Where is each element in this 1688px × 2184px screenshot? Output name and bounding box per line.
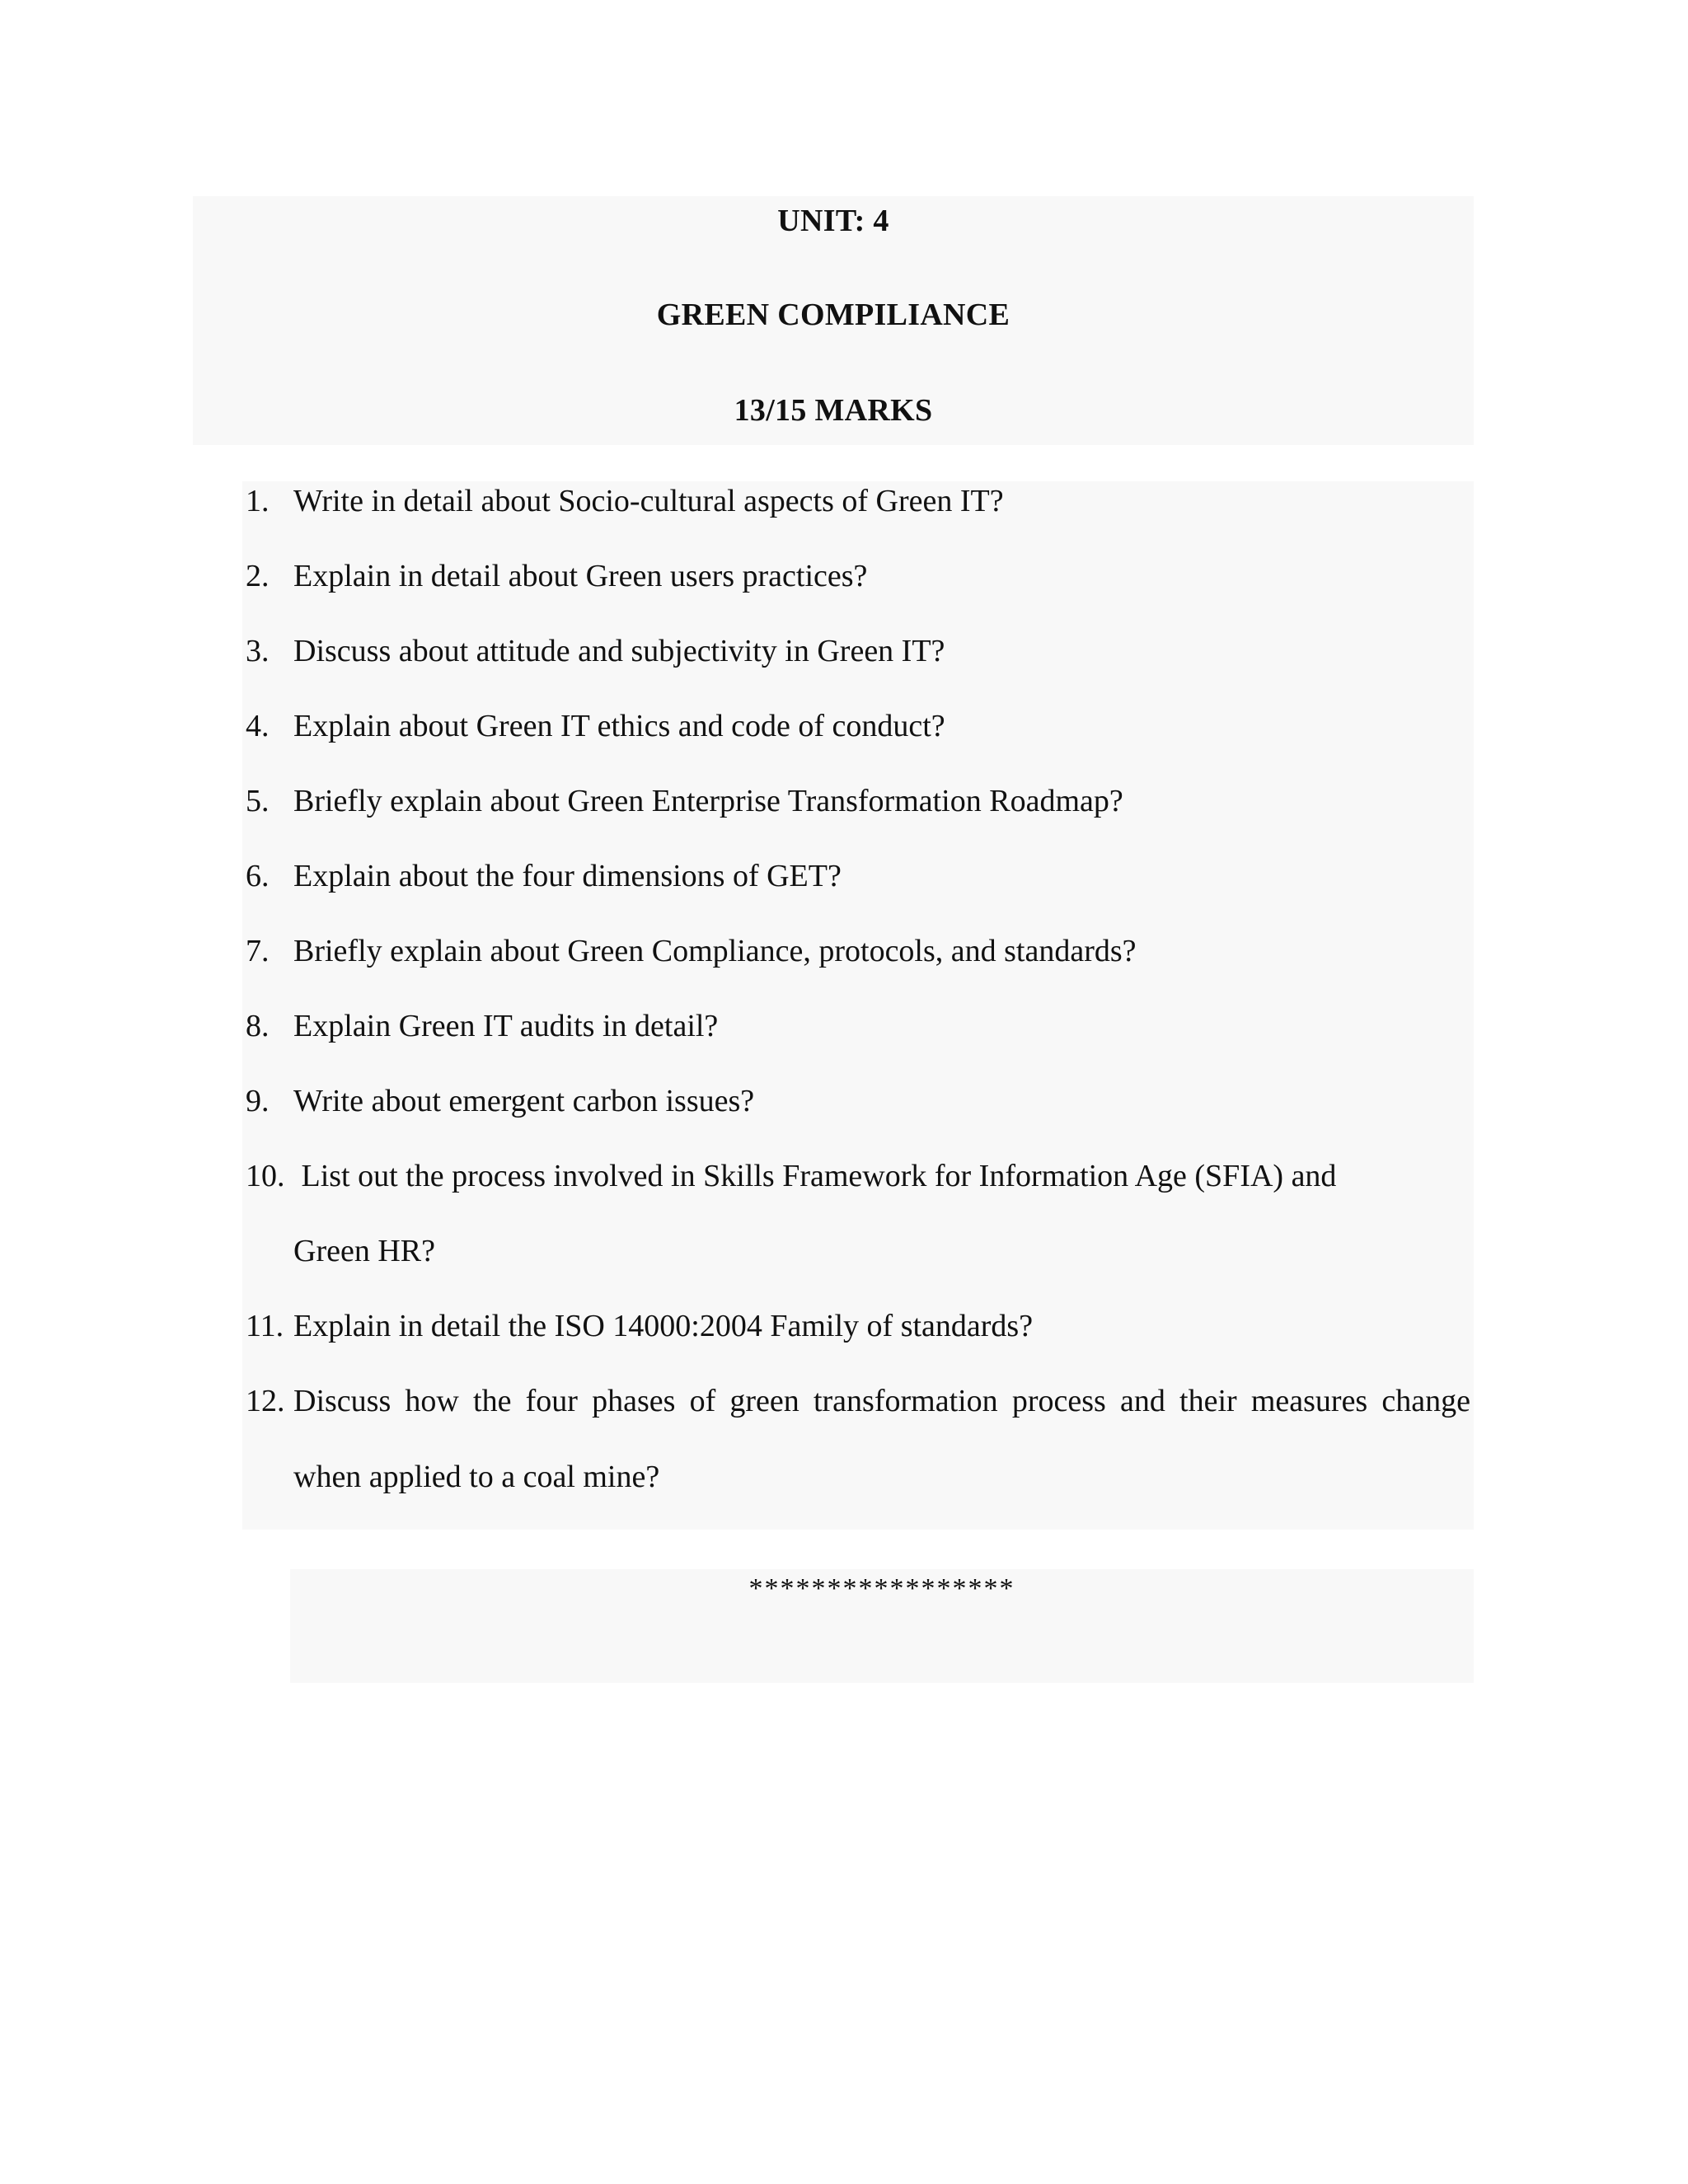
question-number: 12. bbox=[246, 1384, 285, 1418]
question-text: Explain about the four dimensions of GET? bbox=[293, 859, 842, 893]
question-number: 8. bbox=[246, 1009, 270, 1043]
end-separator: ***************** bbox=[748, 1573, 1015, 1604]
marks-heading: 13/15 MARKS bbox=[734, 393, 933, 428]
question-text: Discuss how the four phases of green transformation process and their measures change bbox=[293, 1384, 1470, 1418]
header-block bbox=[193, 196, 1474, 445]
question-text: Write about emergent carbon issues? bbox=[293, 1084, 755, 1118]
question-number: 3. bbox=[246, 634, 270, 668]
question-text-continued: when applied to a coal mine? bbox=[293, 1460, 660, 1494]
questions-list bbox=[242, 481, 1474, 1530]
unit-heading: UNIT: 4 bbox=[777, 204, 889, 238]
question-number: 6. bbox=[246, 859, 270, 893]
question-number: 5. bbox=[246, 784, 270, 818]
question-text: Explain Green IT audits in detail? bbox=[293, 1009, 719, 1043]
question-text: Write in detail about Socio-cultural aspects of Green IT? bbox=[293, 484, 1004, 518]
question-number: 9. bbox=[246, 1084, 270, 1118]
question-text: Discuss about attitude and subjectivity in Green IT? bbox=[293, 634, 945, 668]
question-text: Briefly explain about Green Compliance, protocols, and standards? bbox=[293, 934, 1137, 968]
question-text-continued: Green HR? bbox=[293, 1234, 435, 1268]
question-number: 7. bbox=[246, 934, 270, 968]
question-number: 2. bbox=[246, 559, 270, 593]
document-title: GREEN COMPILIANCE bbox=[656, 298, 1010, 332]
question-number: 11. bbox=[246, 1309, 284, 1343]
question-number: 4. bbox=[246, 709, 270, 743]
question-text: Briefly explain about Green Enterprise Transformation Roadmap? bbox=[293, 784, 1123, 818]
question-text: Explain about Green IT ethics and code of conduct? bbox=[293, 709, 945, 743]
question-text: Explain in detail about Green users practices? bbox=[293, 559, 868, 593]
question-text: List out the process involved in Skills Framework for Information Age (SFIA) and bbox=[293, 1159, 1337, 1193]
question-number: 10. bbox=[246, 1159, 285, 1193]
question-number: 1. bbox=[246, 484, 270, 518]
question-text: Explain in detail the ISO 14000:2004 Family of standards? bbox=[293, 1309, 1034, 1343]
footer-block bbox=[290, 1569, 1474, 1683]
